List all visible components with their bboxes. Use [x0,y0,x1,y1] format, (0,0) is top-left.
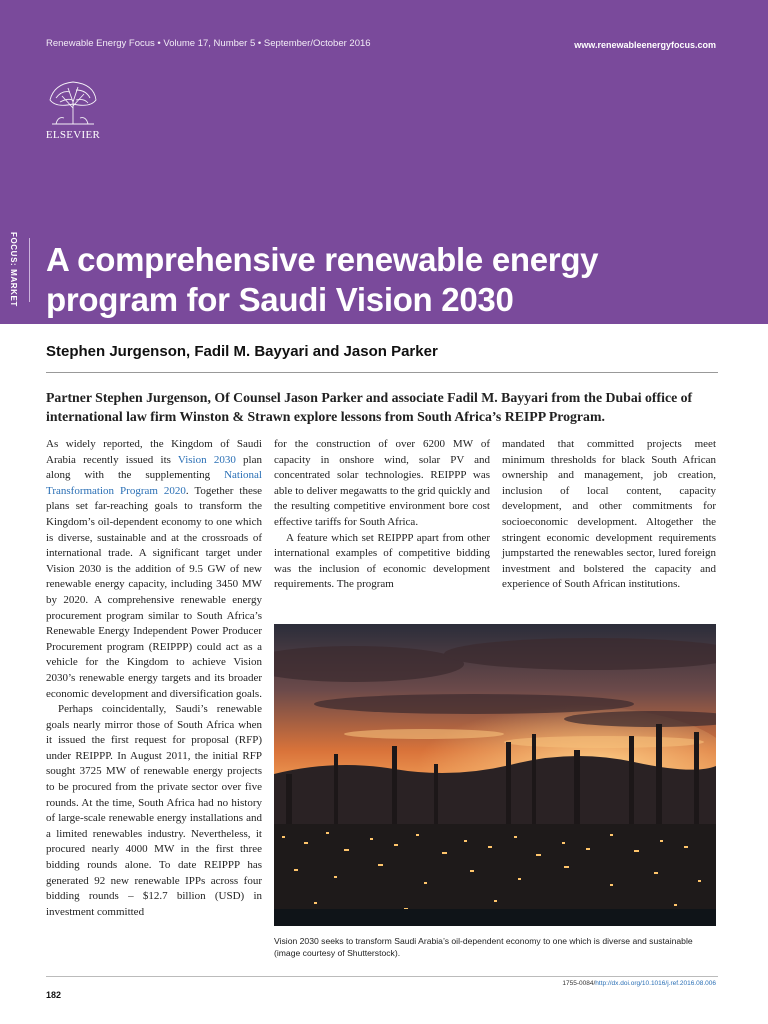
title-line-1: A comprehensive renewable energy [46,241,599,278]
section-label: FOCUS: MARKET [9,232,18,307]
article-title [46,240,666,320]
body-paragraph-4: A feature which set REIPPP apart from other international examples of competitive bidding was the inclusion of economic development requirements. The program [274,531,490,591]
section-divider [29,238,30,302]
doi-line [562,980,716,987]
body-paragraph-1: As widely reported, the Kingdom of Saudi Arabia recently issued its Vision 2030 plan along with the supplementing National Transformation Program 2020. Together these plans set far-reaching goals to transform the Kingdom’s oil-dependent economy to one which is diverse, sustainable and at the crossroads of international trade. A significant target under Vision 2030 is the addition of 9.5 GW of new renewable energy capacity, including 3450 MW by 2020. A comprehensive renewable energy procurement program similar to South Africa’s Renewable Energy Independent Power Producer Procurement program (REIPPP) could act as a vehicle for the Kingdom to achieve Vision 2030’s renewable energy targets and its broader economic development and diversification goals. [46,438,263,700]
body-column-3 [502,437,716,593]
national-transformation-program-link[interactable]: National Transformation Program 2020 [46,469,262,497]
footer-divider [46,976,718,977]
author-list: Stephen Jurgenson, Fadil M. Bayyari and Jason Parker [46,343,438,360]
body-paragraph-5: mandated that committed projects meet minimum thresholds for black South African ownership and management, job creation, inclusion of local content, capacity development, and other commitments for socioeconomic development. Altogether the stringent economic development requirements jumpstarted the renewables sector, lured foreign investment and bolstered the capacity and experience of South African institutions. [502,438,716,591]
doi-link[interactable]: http://dx.doi.org/10.1016/j.ref.2016.08.006 [595,980,716,987]
journal-website-link[interactable]: www.renewableenergyfocus.com [574,40,716,50]
body-paragraph-2: Perhaps coincidentally, Saudi’s renewable goals nearly mirror those of South Africa when it issued the first request for proposal (RFP) under REIPPP. In August 2011, the initial RFP sought 3725 MW of renewable energy projects to be procured from the private sector over five rounds. At the time, South Africa had no history of large-scale renewable energy installations and a limited renewables industry. Nevertheless, it procured nearly 4000 MW in the first three bidding rounds alone. To date REIPPP has generated 92 new renewable IPPs across four bidding rounds – $12.7 billion (USD) in investment committed [46,703,262,918]
page-number: 182 [46,990,62,1000]
body-column-2 [274,437,490,593]
body-paragraph-3: for the construction of over 6200 MW of capacity in onshore wind, solar PV and concentrated solar technologies. REIPPP was able to deliver megawatts to the grid quickly and the resulting competitive environment bore cost effective tariffs for South Africa. [274,438,490,528]
authors-divider [46,372,718,373]
body-column-1 [46,437,262,920]
figure-caption: Vision 2030 seeks to transform Saudi Arabia’s oil-dependent economy to one which is diverse and sustainable (image courtesy of Shutterstock). [274,936,693,958]
refinery-sunset-photo [274,624,716,926]
journal-citation: Renewable Energy Focus • Volume 17, Number 5 • September/October 2016 [46,38,371,49]
section-tab [0,230,30,322]
publisher-name: ELSEVIER [45,129,101,141]
title-line-2: program for Saudi Vision 2030 [46,281,514,318]
article-abstract: Partner Stephen Jurgenson, Of Counsel Jason Parker and associate Fadil M. Bayyari from the Dubai office of international law firm Winston & Strawn explore lessons from South Africa’s REIPP Program. [46,390,693,424]
vision-2030-link[interactable]: Vision 2030 [177,453,236,466]
issn: 1755-0084/ [562,980,596,987]
